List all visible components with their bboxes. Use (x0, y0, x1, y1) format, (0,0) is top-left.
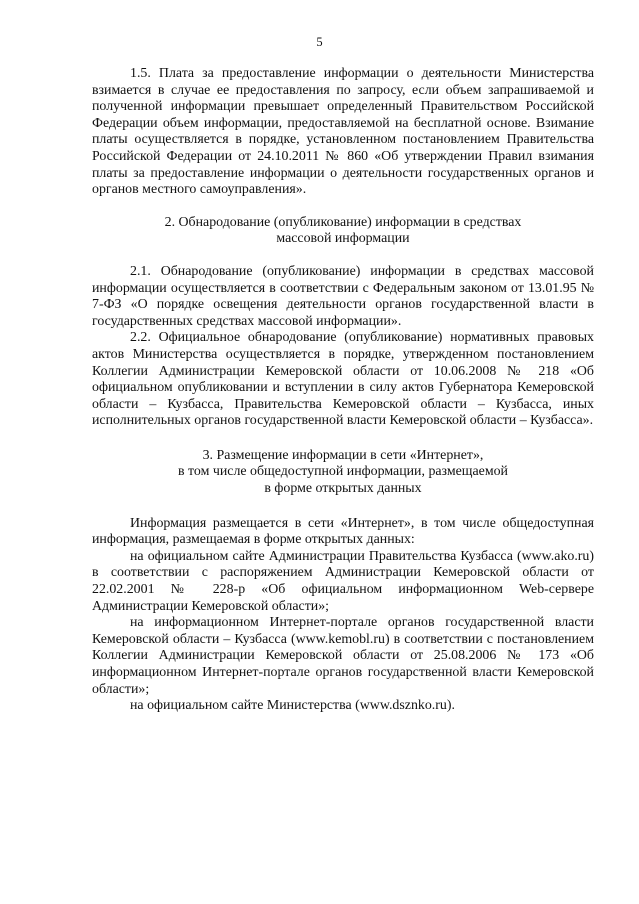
paragraph-2-1: 2.1. Обнародование (опубликование) информации в средствах массовой информации осуществляется в соответствии с Федеральным законом от 13.01.95 № 7-ФЗ «О порядке освещения деятельности органов государственной власти в государственных средствах массовой информации». (92, 263, 594, 329)
paragraph-2-2: 2.2. Официальное обнародование (опубликование) нормативных правовых актов Министерства осуществляется в порядке, утвержденном постановлением Коллегии Администрации Кемеровской области от 10.06.2008 № 218 «Об официальном опубликовании и вступлении в силу актов Губернатора Кемеровской области – Кузбасса, Правительства Кемеровской области – Кузбасса, иных исполнительных органов государственной власти Кемеровской области – Кузбасса». (92, 330, 594, 429)
document-body (92, 66, 594, 715)
section-3-heading-line-2: в том числе общедоступной информации, размещаемой (178, 464, 508, 480)
paragraph-1-5: 1.5. Плата за предоставление информации о деятельности Министерства взимается в случае ее предоставления по запросу, если объем запрашиваемой и полученной информации превышает определенный Правительством Российской Федерации объем информации, предоставляемой на бесплатной основе. Взимание платы осуществляется в порядке, установленном постановлением Правительства Российской Федерации от 24.10.2011 № 860 «Об утверждении Правил взимания платы за предоставление информации о деятельности государственных органов и органов местного самоуправления». (92, 66, 594, 198)
section-3-heading-line-3: в форме открытых данных (264, 481, 422, 497)
paragraph-3-item-kemobl: на информационном Интернет-портале органов государственной власти Кемеровской области – Кузбасса (www.kemobl.ru) в соответствии с постановлением Коллегии Администрации Кемеровской области от 25.08.2006 № 173 «Об информационном Интернет-портале органов государственной власти Кемеровской области»; (92, 615, 594, 697)
section-2-heading-line-1: 2. Обнародование (опубликование) информации в средствах (164, 214, 522, 230)
page-number: 5 (316, 35, 323, 49)
paragraph-3-item-dsznko: на официальном сайте Министерства (www.dsznko.ru). (130, 698, 455, 714)
section-3-heading-line-1: 3. Размещение информации в сети «Интернет», (202, 447, 484, 463)
section-2-heading-line-2: массовой информации (276, 231, 410, 247)
paragraph-3-item-ako: на официальном сайте Администрации Правительства Кузбасса (www.ako.ru) в соответствии с распоряжением Администрации Кемеровской области от 22.02.2001 № 228-р «Об официальном информационном Web-сервере Администрации Кемеровской области»; (92, 548, 594, 614)
paragraph-3-intro: Информация размещается в сети «Интернет», в том числе общедоступная информация, размещаемая в форме открытых данных: (92, 515, 594, 548)
